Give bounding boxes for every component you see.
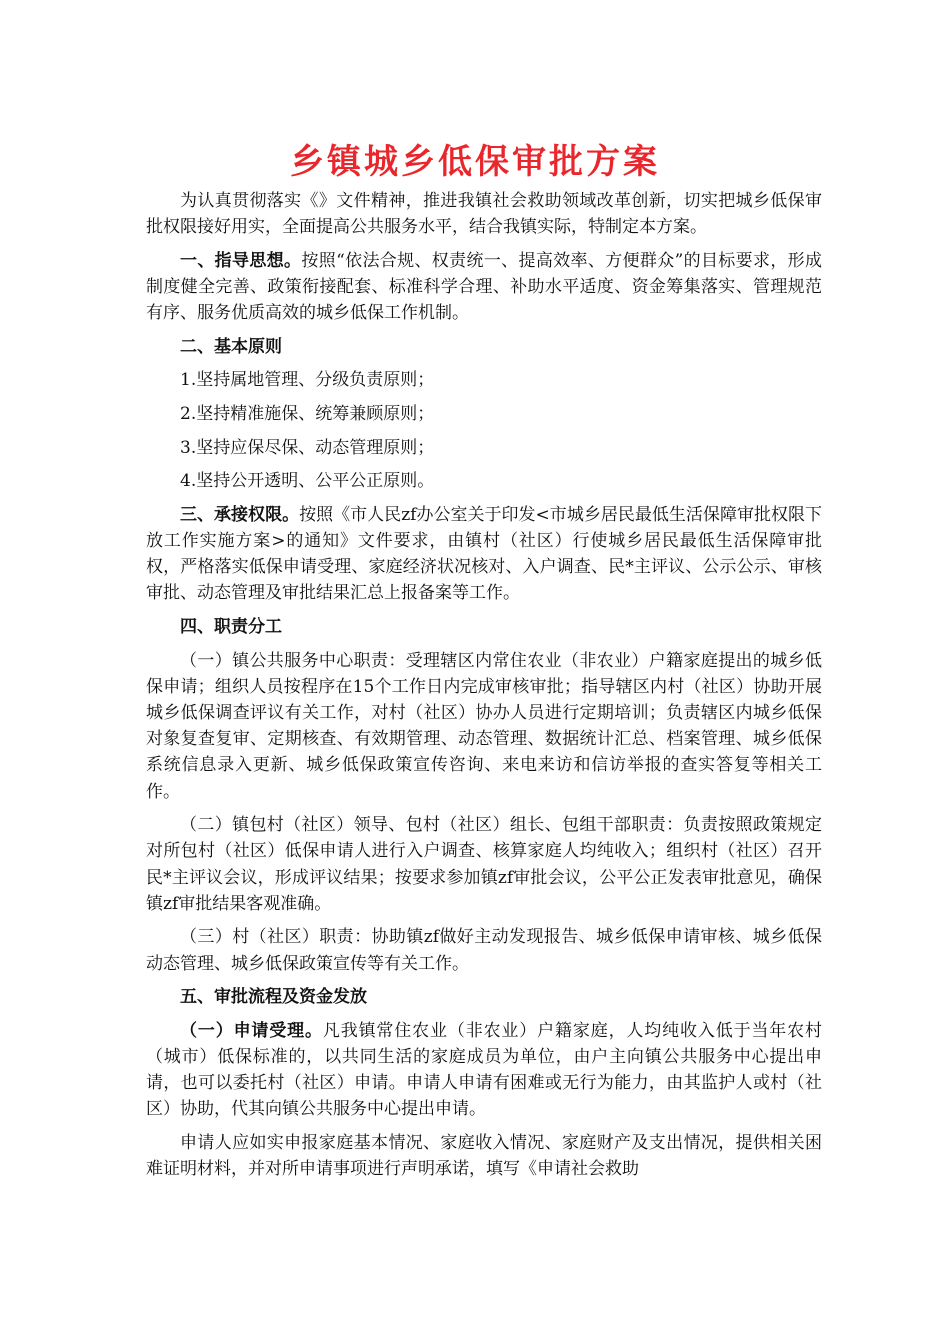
- paragraph-text: 2.坚持精准施保、统筹兼顾原则；: [180, 403, 435, 424]
- document-title: 乡镇城乡低保审批方案: [290, 142, 660, 182]
- paragraph: [146, 248, 822, 327]
- paragraph-text: （二）镇包村（社区）领导、包村（社区）组长、包组干部职责：负责按照政策规定对所包村（社区）低保申请人进行入户调查、核算家庭人均纯收入；组织村（社区）召开民*主评议会议，形成评议结果；按要求参加镇zf审批会议，公平公正发表审批意见，确保镇zf审批结果客观准确。: [146, 815, 822, 914]
- paragraph-lead: （一）申请受理。: [180, 1020, 323, 1041]
- paragraph-text: （一）镇公共服务中心职责：受理辖区内常住农业（非农业）户籍家庭提出的城乡低保申请；组织人员按程序在15个工作日内完成审核审批；指导辖区内村（社区）协助开展城乡低保调查评议有关工作，对村（社区）协办人员进行定期培训；负责辖区内城乡低保对象复查复审、定期核查、有效期管理、动态管理、数据统计汇总、档案管理、城乡低保系统信息录入更新、城乡低保政策宣传咨询、来电来访和信访举报的查实答复等相关工作。: [146, 650, 822, 802]
- paragraph-text: 按照《市人民zf办公室关于印发<市城乡居民最低生活保障审批权限下放工作实施方案>的通知》文件要求，由镇村（社区）行使城乡居民最低生活保障审批权，严格落实低保申请受理、家庭经济状况核对、入户调查、民*主评议、公示公示、审核审批、动态管理及审批结果汇总上报备案等工作。: [146, 504, 823, 604]
- paragraph-text: 3.坚持应保尽保、动态管理原则；: [180, 437, 435, 458]
- paragraph: [146, 812, 822, 917]
- paragraph-lead: 四、职责分工: [180, 616, 282, 637]
- list-item: [146, 367, 822, 393]
- section-heading: [146, 614, 822, 640]
- paragraph-text: 申请人应如实申报家庭基本情况、家庭收入情况、家庭财产及支出情况，提供相关困难证明材料，并对所申请事项进行声明承诺，填写《申请社会救助: [146, 1132, 822, 1180]
- section-heading: [146, 334, 822, 360]
- paragraph-lead: 一、指导思想。: [180, 250, 302, 271]
- paragraph-text: 4.坚持公开透明、公平公正原则。: [180, 471, 435, 492]
- list-item: [146, 468, 822, 494]
- paragraph-lead: 五、审批流程及资金发放: [180, 987, 367, 1008]
- paragraph: [146, 1018, 822, 1123]
- paragraph-text: 凡我镇常住农业（非农业）户籍家庭，人均纯收入低于当年农村（城市）低保标准的，以共同生活的家庭成员为单位，由户主向镇公共服务中心提出申请，也可以委托村（社区）申请。申请人申请有困难或无行为能力，由其监护人或村（社区）协助，代其向镇公共服务中心提出申请。: [146, 1020, 823, 1120]
- paragraph-text: 1.坚持属地管理、分级负责原则；: [180, 370, 435, 391]
- paragraph-text: 按照“依法合规、权责统一、提高效率、方便群众”的目标要求，形成制度健全完善、政策衔接配套、标准科学合理、补助水平适度、资金筹集落实、管理规范有序、服务优质高效的城乡低保工作机制。: [146, 250, 822, 324]
- paragraph: [146, 648, 822, 805]
- section-heading: [146, 984, 822, 1010]
- paragraph-text: （三）村（社区）职责：协助镇zf做好主动发现报告、城乡低保申请审核、城乡低保动态管理、城乡低保政策宣传等有关工作。: [146, 927, 822, 974]
- paragraph: [146, 924, 822, 976]
- paragraph: [146, 502, 822, 607]
- paragraph-text: 为认真贯彻落实《》文件精神，推进我镇社会救助领域改革创新，切实把城乡低保审批权限接好用实，全面提高公共服务水平，结合我镇实际，特制定本方案。: [146, 191, 822, 238]
- paragraph: [146, 1130, 822, 1182]
- list-item: [146, 435, 822, 461]
- list-item: [146, 401, 822, 427]
- paragraph-lead: 三、承接权限。: [180, 504, 300, 525]
- paragraph: [146, 188, 822, 240]
- paragraph-lead: 二、基本原则: [180, 336, 282, 357]
- document-body: [146, 188, 822, 1190]
